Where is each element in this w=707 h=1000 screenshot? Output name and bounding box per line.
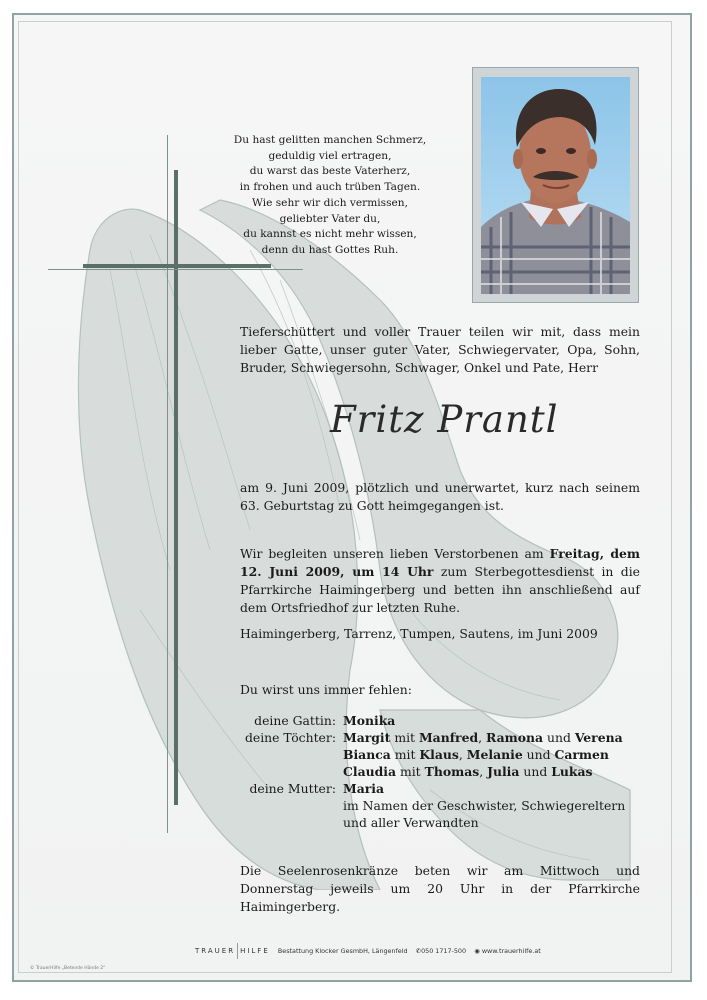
phone-number: 050 1717-500	[421, 947, 467, 955]
sep: ,	[479, 764, 488, 779]
daughter-name: Claudia	[343, 764, 397, 779]
farewell-line: Du wirst uns immer fehlen:	[240, 682, 412, 697]
wife-label: deine Gattin:	[254, 713, 336, 728]
grandchild-name: Carmen	[554, 747, 609, 762]
logo-left-text: TRAUER	[195, 947, 236, 955]
website-link[interactable]: www.trauerhilfe.at	[481, 947, 541, 955]
wife-name-text: Monika	[343, 713, 396, 728]
funeral-text-pre: Wir begleiten unseren lieben Verstorbenen am	[240, 546, 550, 561]
grandchild-name: Melanie	[466, 747, 523, 762]
daughter-name: Margit	[343, 730, 391, 745]
poem-line: du warst das beste Vaterherz,	[249, 165, 411, 178]
poem-line: in frohen und auch trüben Tagen.	[239, 181, 421, 194]
und: und	[543, 730, 575, 745]
daughter-mit: mit	[390, 730, 419, 745]
image-credit: © TrauerHilfe „Betende Hände 2“	[30, 966, 106, 971]
partner-name: Manfred	[418, 730, 479, 745]
poem-line: Wie sehr wir dich vermissen,	[252, 196, 408, 209]
mother-name	[343, 780, 384, 797]
funeral-text-post: zum Sterbegottesdienst in die Pfarrkirche Haimingerberg und betten ihn anschließend auf dem Ortsfriedhof zur letzten Ruhe.	[240, 564, 640, 615]
daughter-mit: mit	[396, 764, 425, 779]
und: und	[519, 764, 552, 779]
logo-divider	[237, 943, 238, 959]
daughter-mit: mit	[390, 747, 420, 762]
deceased-name: Fritz Prantl	[330, 398, 559, 441]
portrait-illustration	[481, 77, 630, 294]
place-and-date: Haimingerberg, Tarrenz, Tumpen, Sautens, im Juni 2009	[240, 626, 598, 641]
siblings-line: im Namen der Geschwister, Schwiegereltern	[343, 798, 626, 813]
wife-name	[343, 712, 395, 729]
relatives-line: und aller Verwandten	[343, 815, 479, 830]
und: und	[522, 747, 555, 762]
phone-icon: ✆	[415, 947, 422, 955]
daughter-line	[343, 729, 623, 746]
funeral-date: Freitag, dem 12. Juni 2009, um 14 Uhr	[240, 546, 640, 579]
poem-line: Du hast gelitten manchen Schmerz,	[233, 134, 427, 146]
poem-line: geduldig viel ertragen,	[268, 149, 392, 162]
sep: ,	[478, 730, 487, 745]
web-icon: ◉	[474, 947, 480, 955]
portrait-frame	[472, 67, 639, 303]
poem-line: du kannst es nicht mehr wissen,	[243, 228, 417, 241]
cross-vertical-thin	[167, 135, 168, 833]
memorial-poem	[230, 133, 430, 259]
rosary-notice: Die Seelenrosenkränze beten wir am Mittwoch und Donnerstag jeweils um 20 Uhr in der Pfarrkirche Haimingerberg.	[240, 863, 640, 914]
portrait-photo	[481, 77, 630, 294]
footer	[195, 943, 541, 957]
grandchild-name: Julia	[487, 764, 520, 779]
daughter-line	[343, 763, 593, 780]
trauerhilfe-logo	[195, 947, 270, 955]
mother-label: deine Mutter:	[249, 781, 336, 796]
daughters-label: deine Töchter:	[244, 730, 336, 745]
grandchild-name: Verena	[574, 730, 623, 745]
partner-name: Klaus	[419, 747, 459, 762]
cross-horizontal-thick	[83, 264, 271, 268]
death-notice: am 9. Juni 2009, plötzlich und unerwartet, kurz nach seinem 63. Geburtstag zu Gott heimgegangen ist.	[240, 480, 640, 513]
grandchild-name: Ramona	[486, 730, 544, 745]
logo-right-text: HILFE	[240, 947, 270, 955]
announcement-intro: Tieferschüttert und voller Trauer teilen wir mit, dass mein lieber Gatte, unser guter Vater, Schwiegervater, Opa, Sohn, Bruder, Schwiegersohn, Schwager, Onkel und Pate, Herr	[240, 324, 640, 375]
funeral-details	[240, 545, 640, 617]
daughter-name: Bianca	[343, 747, 391, 762]
sep: ,	[458, 747, 467, 762]
company-name: Bestattung Klocker GesmbH, Längenfeld	[277, 947, 408, 955]
cross-horizontal-thin	[48, 269, 303, 270]
grandchild-name: Lukas	[551, 764, 593, 779]
poem-line: geliebter Vater du,	[279, 212, 381, 225]
partner-name: Thomas	[424, 764, 480, 779]
daughter-line	[343, 746, 609, 763]
poem-line: denn du hast Gottes Ruh.	[261, 243, 399, 256]
mother-name-text: Maria	[343, 781, 385, 796]
